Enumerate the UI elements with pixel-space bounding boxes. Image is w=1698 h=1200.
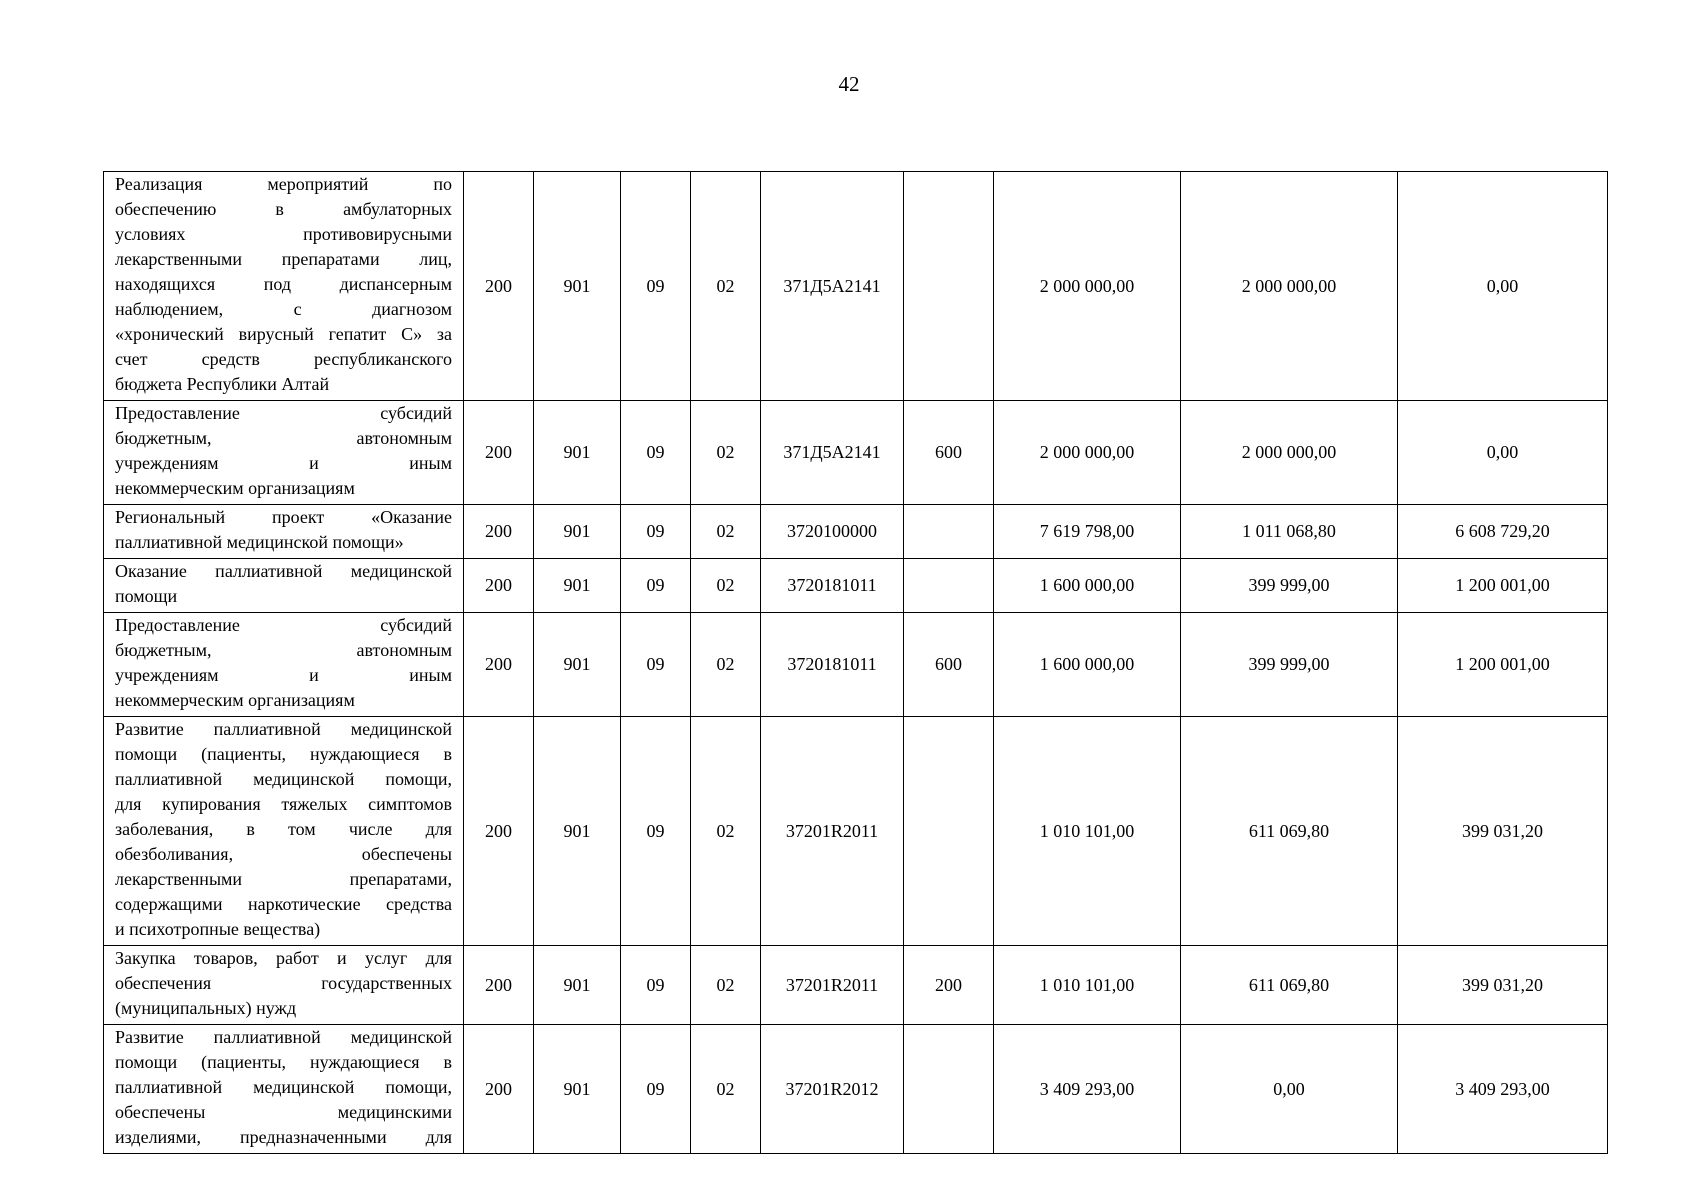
table-row <box>104 559 1608 613</box>
expense-name-line: бюджетным, автономным <box>115 428 452 448</box>
section-code-cell: 200 <box>464 172 534 401</box>
division-code-cell: 09 <box>621 401 691 505</box>
amount-republic-cell: 6 608 729,20 <box>1398 505 1608 559</box>
expense-name-line: находящихся под диспансерным <box>115 274 452 294</box>
section-code-cell: 200 <box>464 1025 534 1154</box>
amount-total-cell: 1 010 101,00 <box>994 717 1181 946</box>
expense-name-line: бюджетным, автономным <box>115 640 452 660</box>
amount-republic-cell: 1 200 001,00 <box>1398 559 1608 613</box>
expense-name-line: счет средств республиканского <box>115 349 452 369</box>
amount-republic-cell: 399 031,20 <box>1398 717 1608 946</box>
amount-federal-cell: 611 069,80 <box>1181 946 1398 1025</box>
amount-total-cell: 1 600 000,00 <box>994 559 1181 613</box>
expense-name-line: некоммерческим организациям <box>115 478 355 498</box>
division-code-cell: 09 <box>621 172 691 401</box>
expense-type-code-cell <box>904 172 994 401</box>
section-code-cell: 200 <box>464 505 534 559</box>
expense-type-code-cell <box>904 505 994 559</box>
amount-total-cell: 7 619 798,00 <box>994 505 1181 559</box>
table-row <box>104 717 1608 946</box>
expense-name-line: некоммерческим организациям <box>115 690 355 710</box>
expense-name-cell <box>104 717 464 946</box>
expense-name-line: Предоставление субсидий <box>115 615 452 635</box>
expense-name-line: обезболивания, обеспечены <box>115 844 452 864</box>
target-article-code-cell: 371Д5А2141 <box>761 401 904 505</box>
expense-name-line: Развитие паллиативной медицинской <box>115 719 452 739</box>
expense-name-cell <box>104 946 464 1025</box>
ministry-code-cell: 901 <box>534 946 621 1025</box>
amount-federal-cell: 1 011 068,80 <box>1181 505 1398 559</box>
subdivision-code-cell: 02 <box>691 1025 761 1154</box>
amount-federal-cell: 2 000 000,00 <box>1181 172 1398 401</box>
expense-name-line: Оказание паллиативной медицинской <box>115 561 452 581</box>
division-code-cell: 09 <box>621 717 691 946</box>
ministry-code-cell: 901 <box>534 613 621 717</box>
ministry-code-cell: 901 <box>534 717 621 946</box>
expense-name-cell <box>104 1025 464 1154</box>
amount-republic-cell: 1 200 001,00 <box>1398 613 1608 717</box>
expense-name-line: (муниципальных) нужд <box>115 998 297 1018</box>
table-row <box>104 1025 1608 1154</box>
table-row <box>104 172 1608 401</box>
target-article-code-cell: 37201R2011 <box>761 717 904 946</box>
expense-name-line: для купирования тяжелых симптомов <box>115 794 452 814</box>
amount-total-cell: 2 000 000,00 <box>994 401 1181 505</box>
amount-republic-cell: 0,00 <box>1398 401 1608 505</box>
expense-name-line: изделиями, предназначенными для <box>115 1127 452 1147</box>
expense-type-code-cell: 600 <box>904 613 994 717</box>
expense-name-line: обеспечены медицинскими <box>115 1102 452 1122</box>
ministry-code-cell: 901 <box>534 401 621 505</box>
expense-type-code-cell <box>904 717 994 946</box>
section-code-cell: 200 <box>464 717 534 946</box>
expense-name-line: Реализация мероприятий по <box>115 174 452 194</box>
expense-name-line: Предоставление субсидий <box>115 403 452 423</box>
expense-name-line: помощи (пациенты, нуждающиеся в <box>115 744 452 764</box>
subdivision-code-cell: 02 <box>691 717 761 946</box>
expense-name-line: паллиативной медицинской помощи» <box>115 532 404 552</box>
target-article-code-cell: 371Д5А2141 <box>761 172 904 401</box>
table-row <box>104 505 1608 559</box>
amount-total-cell: 1 600 000,00 <box>994 613 1181 717</box>
amount-total-cell: 3 409 293,00 <box>994 1025 1181 1154</box>
ministry-code-cell: 901 <box>534 172 621 401</box>
expense-name-line: заболевания, в том числе для <box>115 819 452 839</box>
target-article-code-cell: 3720100000 <box>761 505 904 559</box>
expense-name-line: паллиативной медицинской помощи, <box>115 1077 452 1097</box>
target-article-code-cell: 37201R2011 <box>761 946 904 1025</box>
target-article-code-cell: 37201R2012 <box>761 1025 904 1154</box>
expense-name-line: обеспечения государственных <box>115 973 452 993</box>
expense-name-line: лекарственными препаратами лиц, <box>115 249 452 269</box>
table-row <box>104 613 1608 717</box>
expense-name-cell <box>104 505 464 559</box>
expense-name-line: Закупка товаров, работ и услуг для <box>115 948 452 968</box>
expense-name-line: помощи <box>115 586 178 606</box>
subdivision-code-cell: 02 <box>691 613 761 717</box>
expense-name-line: бюджета Республики Алтай <box>115 374 330 394</box>
table-row <box>104 946 1608 1025</box>
expense-name-line: лекарственными препаратами, <box>115 869 452 889</box>
section-code-cell: 200 <box>464 401 534 505</box>
amount-federal-cell: 2 000 000,00 <box>1181 401 1398 505</box>
expense-name-line: наблюдением, с диагнозом <box>115 299 452 319</box>
amount-federal-cell: 0,00 <box>1181 1025 1398 1154</box>
subdivision-code-cell: 02 <box>691 401 761 505</box>
expense-name-cell <box>104 172 464 401</box>
section-code-cell: 200 <box>464 613 534 717</box>
amount-federal-cell: 399 999,00 <box>1181 613 1398 717</box>
ministry-code-cell: 901 <box>534 1025 621 1154</box>
ministry-code-cell: 901 <box>534 559 621 613</box>
expense-name-cell <box>104 559 464 613</box>
page-number: 42 <box>838 72 860 96</box>
target-article-code-cell: 3720181011 <box>761 559 904 613</box>
division-code-cell: 09 <box>621 1025 691 1154</box>
expense-type-code-cell: 600 <box>904 401 994 505</box>
subdivision-code-cell: 02 <box>691 505 761 559</box>
expense-type-code-cell: 200 <box>904 946 994 1025</box>
amount-republic-cell: 0,00 <box>1398 172 1608 401</box>
amount-total-cell: 2 000 000,00 <box>994 172 1181 401</box>
expense-name-line: помощи (пациенты, нуждающиеся в <box>115 1052 452 1072</box>
expense-name-line: Региональный проект «Оказание <box>115 507 452 527</box>
expense-name-line: паллиативной медицинской помощи, <box>115 769 452 789</box>
expense-name-line: условиях противовирусными <box>115 224 452 244</box>
budget-table <box>103 171 1608 1154</box>
ministry-code-cell: 901 <box>534 505 621 559</box>
table-row <box>104 401 1608 505</box>
target-article-code-cell: 3720181011 <box>761 613 904 717</box>
division-code-cell: 09 <box>621 613 691 717</box>
subdivision-code-cell: 02 <box>691 946 761 1025</box>
expense-name-cell <box>104 613 464 717</box>
division-code-cell: 09 <box>621 505 691 559</box>
amount-republic-cell: 399 031,20 <box>1398 946 1608 1025</box>
expense-name-line: и психотропные вещества) <box>115 919 321 939</box>
expense-name-line: обеспечению в амбулаторных <box>115 199 452 219</box>
expense-type-code-cell <box>904 1025 994 1154</box>
division-code-cell: 09 <box>621 946 691 1025</box>
amount-republic-cell: 3 409 293,00 <box>1398 1025 1608 1154</box>
subdivision-code-cell: 02 <box>691 559 761 613</box>
amount-federal-cell: 399 999,00 <box>1181 559 1398 613</box>
division-code-cell: 09 <box>621 559 691 613</box>
expense-type-code-cell <box>904 559 994 613</box>
expense-name-line: «хронический вирусный гепатит С» за <box>115 324 452 344</box>
expense-name-cell <box>104 401 464 505</box>
expense-name-line: учреждениям и иным <box>115 453 452 473</box>
section-code-cell: 200 <box>464 946 534 1025</box>
subdivision-code-cell: 02 <box>691 172 761 401</box>
amount-total-cell: 1 010 101,00 <box>994 946 1181 1025</box>
section-code-cell: 200 <box>464 559 534 613</box>
expense-name-line: содержащими наркотические средства <box>115 894 452 914</box>
expense-name-line: учреждениям и иным <box>115 665 452 685</box>
amount-federal-cell: 611 069,80 <box>1181 717 1398 946</box>
expense-name-line: Развитие паллиативной медицинской <box>115 1027 452 1047</box>
